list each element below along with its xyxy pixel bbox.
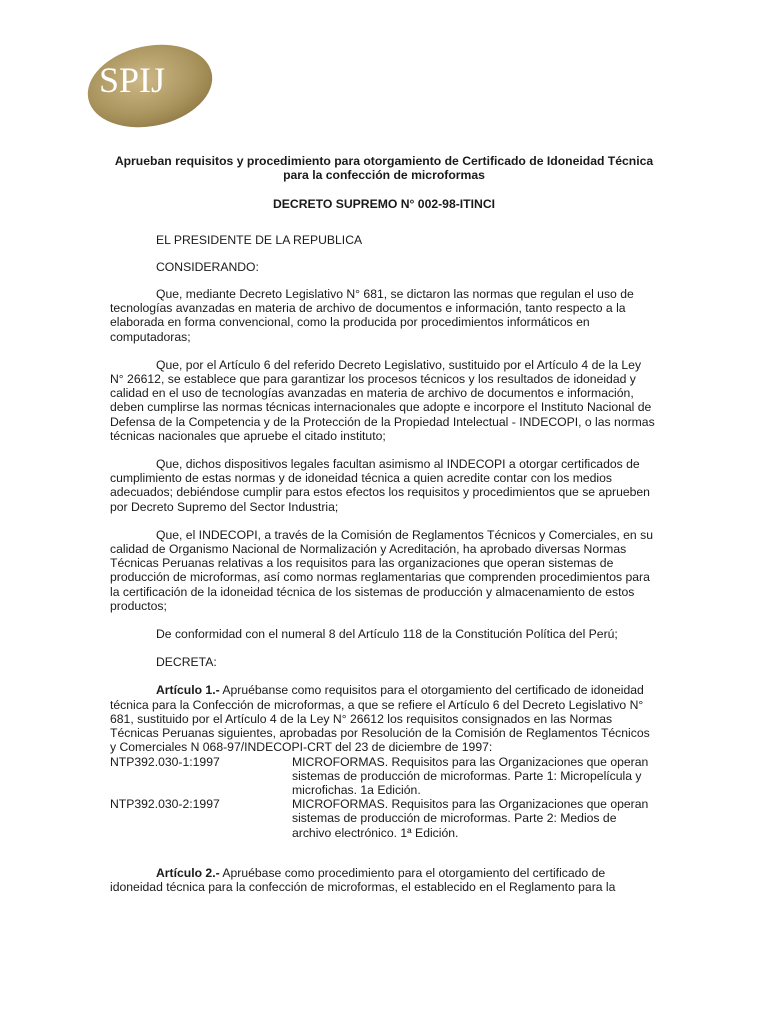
ntp-entry-2 (110, 797, 658, 840)
article-2-heading: Artículo 2.- (156, 865, 220, 880)
logo-text: SPIJ (99, 60, 166, 100)
paragraph-3: Que, dichos dispositivos legales facultan asimismo al INDECOPI a otorgar certificados de cumplimiento de estas normas y de idoneidad técnica a quien acredite contar con los medios adecuados; debiéndose cumplir para estos efectos los requisitos y procedimientos que se aprueben por Decreto Supremo del Sector Industria; (110, 457, 650, 514)
article-1 (110, 683, 658, 754)
considerando-heading: CONSIDERANDO: (156, 259, 259, 274)
paragraph-1: Que, mediante Decreto Legislativo N° 681, se dictaron las normas que regulan el uso de tecnologías avanzadas en materia de archivo de documentos e información, tanto respecto a la elaborada en forma convencional, como la producida por procedimientos informáticos en computadoras; (110, 287, 634, 344)
decreta-heading: DECRETA: (156, 655, 217, 670)
document-body (110, 154, 658, 894)
decree-number: DECRETO SUPREMO N° 002-98-ITINCI (272, 197, 496, 212)
paragraph-4: Que, el INDECOPI, a través de la Comisión de Reglamentos Técnicos y Comerciales, en su calidad de Organismo Nacional de Normalización y Acreditación, ha aprobado diversas Normas Técnicas Peruanas relativas a los requisitos para las organizaciones que operan sistemas de producción de microformas, así como normas reglamentarias que comprenden procedimientos para la certificación de la idoneidad técnica de los sistemas de producción y almacenamiento de estos productos; (110, 527, 653, 613)
ntp-code: NTP392.030-1:1997 (110, 754, 220, 769)
document-title: Aprueban requisitos y procedimiento para otorgamiento de Certificado de Idoneidad Técnica para la confección de microformas (114, 154, 654, 183)
spij-logo-mark (85, 42, 215, 130)
ntp-description: MICROFORMAS. Requisitos para las Organizaciones que operan sistemas de producción de microformas. Parte 1: Micropelícula y microfichas. 1a Edición. (292, 754, 649, 797)
article-1-heading: Artículo 1.- (156, 683, 220, 698)
article-1-body: Apruébanse como requisitos para el otorgamiento del certificado de idoneidad técnica para la Confección de microformas, a que se refiere el Artículo 6 del Decreto Legislativo N° 681, sustituido por el Artículo 4 de la Ley N° 26612 los requisitos consignados en las Normas Técnicas Peruanas siguientes, aprobadas por Resolución de la Comisión de Reglamentos Técnicos y Comerciales N 068-97/INDECOPI-CRT del 23 de diciembre de 1997: (110, 683, 650, 755)
paragraph-5: De conformidad con el numeral 8 del Artículo 118 de la Constitución Política del Perú; (156, 627, 618, 642)
president-line: EL PRESIDENTE DE LA REPUBLICA (156, 232, 363, 247)
ntp-entry-1 (110, 755, 658, 798)
article-2 (110, 866, 658, 894)
article-2-body: Apruébase como procedimiento para el otorgamiento del certificado de idoneidad técnica para la confección de microformas, el establecido en el Reglamento para la (110, 865, 616, 894)
ntp-description: MICROFORMAS. Requisitos para las Organizaciones que operan sistemas de producción de microformas. Parte 2: Medios de archivo electrónico. 1ª Edición. (292, 797, 649, 840)
spij-logo (85, 42, 215, 130)
paragraph-2: Que, por el Artículo 6 del referido Decreto Legislativo, sustituido por el Artículo 4 de la Ley N° 26612, se establece que para garantizar los procesos técnicos y los resultados de idoneidad y calidad en el uso de tecnologías avanzadas en materia de archivo de documentos e información, deben cumplirse las normas técnicas internacionales que adopte e incorpore el Instituto Nacional de Defensa de la Competencia y de la Protección de la Propiedad Intelectual - INDECOPI, o las normas técnicas nacionales que apruebe el citado instituto; (110, 357, 655, 443)
ntp-code: NTP392.030-2:1997 (110, 797, 220, 812)
